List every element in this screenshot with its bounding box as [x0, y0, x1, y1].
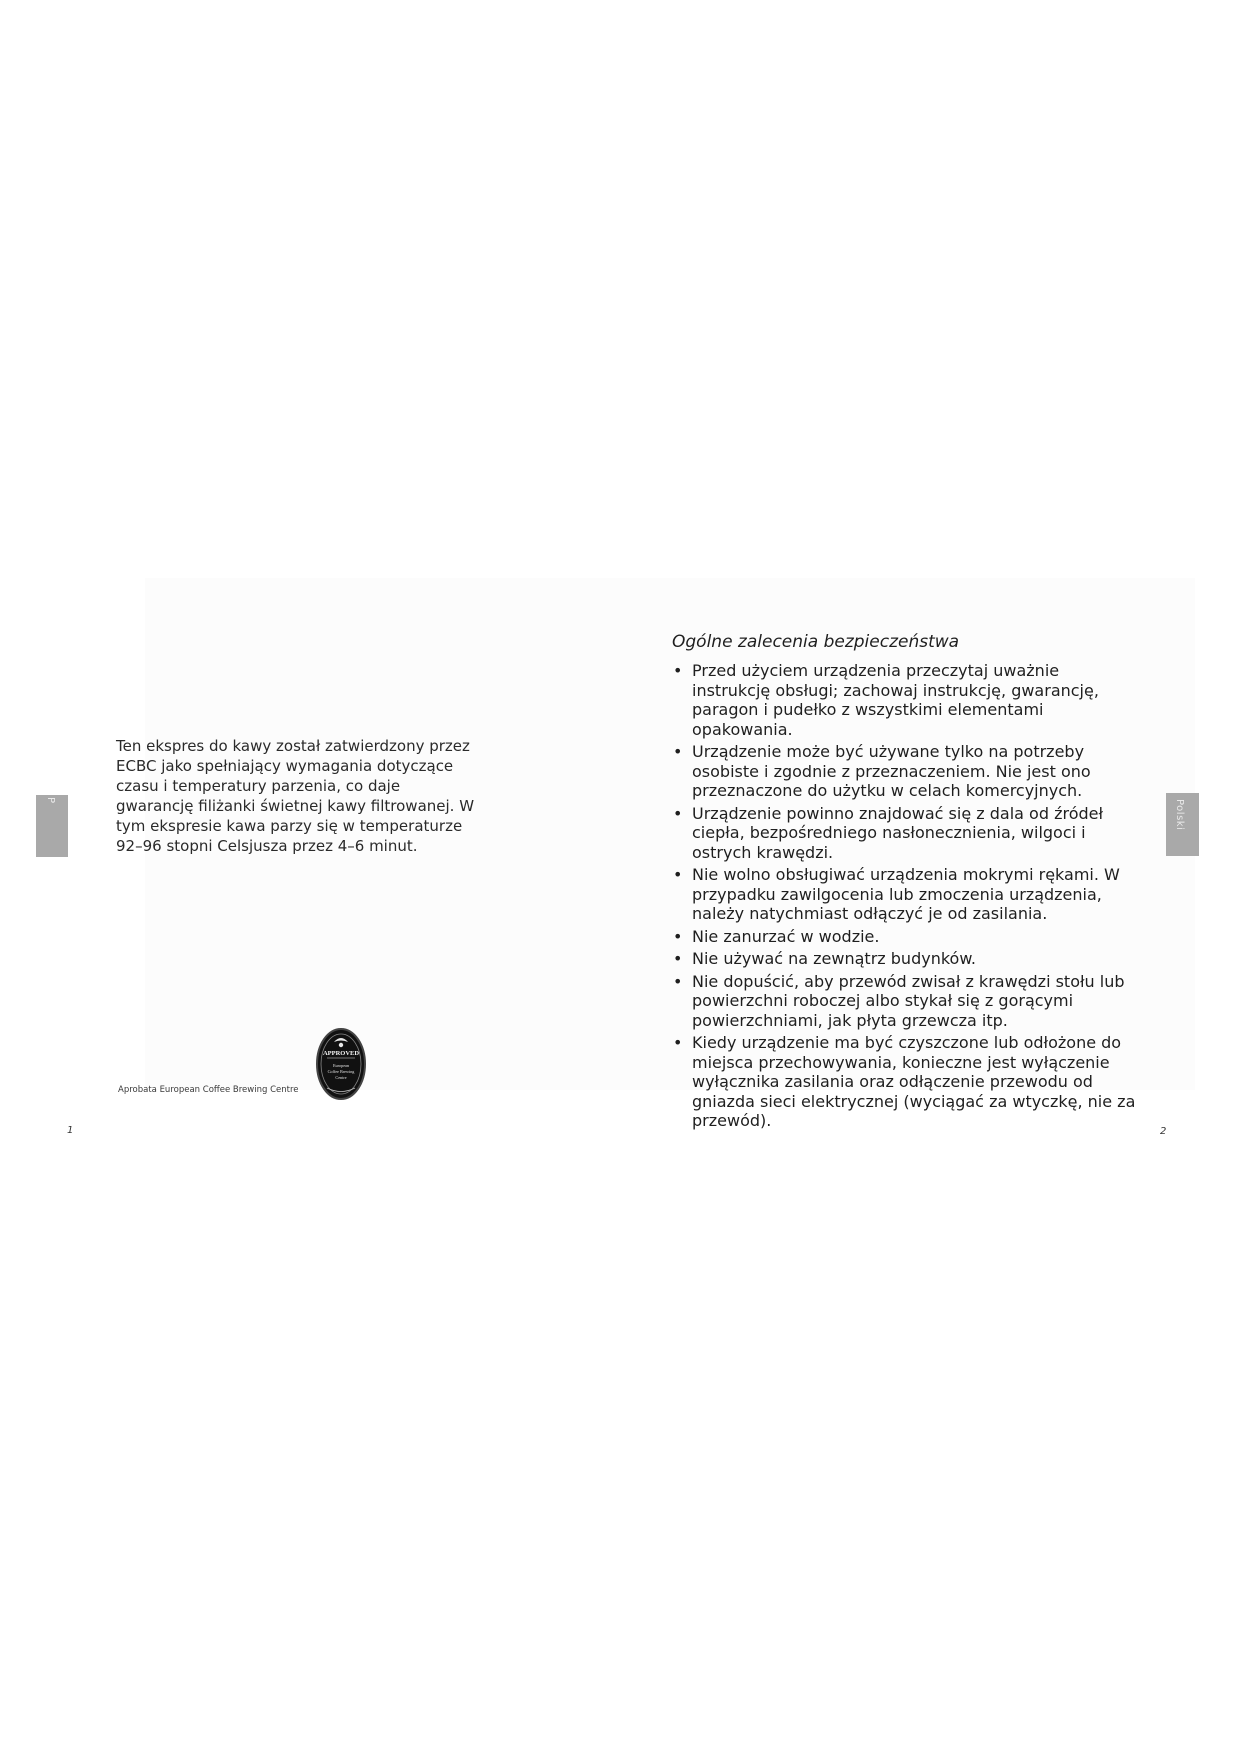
safety-list: [672, 661, 1142, 1134]
safety-item-text: Kiedy urządzenie ma być czyszczone lub odłożone do miejsca przechowywania, konieczne jest wyłączenie wyłącznika zasilania oraz odłączenie przewodu od gniazda sieci elektrycznej (wyciągać za wtyczkę, nie za przewód).: [692, 1033, 1136, 1130]
seal-line-3: Centre: [335, 1075, 347, 1080]
safety-item: [672, 949, 1142, 969]
safety-section-title: Ogólne zalecenia bezpieczeństwa: [672, 632, 960, 652]
safety-item: [672, 804, 1142, 863]
page-number-left: 1: [67, 1125, 74, 1136]
bullet-icon: •: [673, 926, 683, 946]
safety-item: [672, 865, 1142, 924]
right-language-tab: [1166, 793, 1199, 856]
seal-top-text: APPROVED: [322, 1050, 360, 1057]
bullet-icon: •: [673, 865, 683, 884]
left-language-tab-label: P: [45, 797, 56, 804]
bullet-icon: •: [673, 803, 683, 823]
right-language-tab-label: Polski: [1174, 799, 1185, 831]
safety-item: [672, 661, 1142, 739]
bullet-icon: •: [673, 971, 683, 991]
seal-line-2: Coffee Brewing: [327, 1069, 355, 1074]
safety-item-text: Urządzenie może być używane tylko na potrzeby osobiste i zgodnie z przeznaczeniem. Nie jest ono przeznaczone do użytku w celach komercyjnych.: [692, 742, 1091, 800]
safety-item-text: Urządzenie powinno znajdować się z dala od źródeł ciepła, bezpośredniego nasłonecznienia, wilgoci i ostrych krawędzi.: [692, 803, 1104, 862]
seal-caption: Aprobata European Coffee Brewing Centre: [118, 1085, 299, 1095]
ecbc-approved-seal-icon: [315, 1027, 367, 1101]
bullet-icon: •: [673, 949, 683, 968]
safety-item-text: Przed użyciem urządzenia przeczytaj uważnie instrukcję obsługi; zachowaj instrukcję, gwarancję, paragon i pudełko z wszystkimi elementami opakowania.: [692, 661, 1099, 739]
safety-item: [672, 972, 1142, 1031]
ecbc-approval-text: Ten ekspres do kawy został zatwierdzony przez ECBC jako spełniający wymagania dotyczące czasu i temperatury parzenia, co daje gwarancję filiżanki świetnej kawy filtrowanej. W tym ekspresie kawa parzy się w temperaturze 92–96 stopni Celsjusza przez 4–6 minut.: [116, 737, 475, 855]
left-language-tab: [36, 795, 68, 857]
page-number-right: 2: [1160, 1126, 1167, 1137]
bullet-icon: •: [673, 742, 683, 761]
seal-line-1: European: [332, 1063, 350, 1068]
safety-item-text: Nie używać na zewnątrz budynków.: [692, 949, 977, 968]
safety-item-text: Nie wolno obsługiwać urządzenia mokrymi rękami. W przypadku zawilgocenia lub zmoczenia urządzenia, należy natychmiast odłączyć je od zasilania.: [692, 865, 1120, 923]
safety-item: [672, 927, 1142, 947]
safety-item: [672, 742, 1142, 801]
safety-item: [672, 1033, 1142, 1131]
bullet-icon: •: [673, 661, 683, 680]
safety-item-text: Nie dopuścić, aby przewód zwisał z krawędzi stołu lub powierzchni roboczej albo stykał się z gorącymi powierzchniami, jak płyta grzewcza itp.: [692, 971, 1125, 1030]
bullet-icon: •: [673, 1033, 683, 1052]
safety-item-text: Nie zanurzać w wodzie.: [692, 926, 880, 946]
